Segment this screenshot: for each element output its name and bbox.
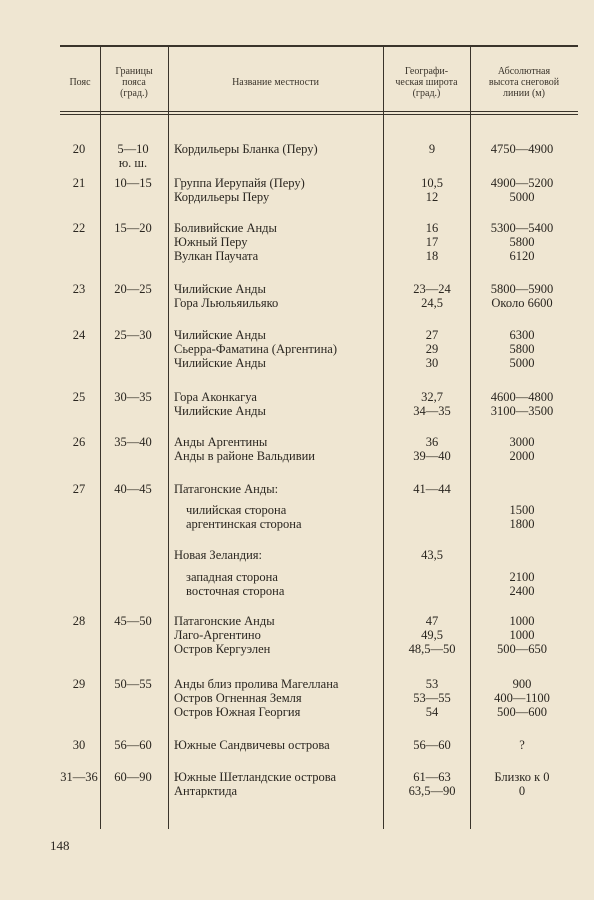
locality-name: Остров Кергуэлен bbox=[174, 642, 271, 656]
snowline-cell: 500—600 bbox=[497, 705, 547, 719]
snowline-cell: 3100—3500 bbox=[490, 404, 554, 418]
snowline-cell: 900 bbox=[512, 677, 532, 691]
snowline-cell: 1000 bbox=[509, 628, 535, 642]
latitude-cell: 18 bbox=[425, 249, 439, 263]
latitude-cell: 43,5 bbox=[421, 548, 443, 562]
locality-name: восточная сторона bbox=[186, 584, 285, 598]
locality-name: Антарктида bbox=[174, 784, 238, 798]
snowline-cell: Близко к 0 bbox=[494, 770, 550, 784]
locality-name: Чилийские Анды bbox=[174, 356, 266, 370]
locality-name: Анды близ пролива Магеллана bbox=[174, 677, 339, 691]
latitude-cell: 47 bbox=[425, 614, 439, 628]
snowline-cell: 5800 bbox=[509, 342, 535, 356]
snowline-cell: 2000 bbox=[509, 449, 535, 463]
latitude-cell: 41—44 bbox=[413, 482, 451, 496]
snowline-cell: 6120 bbox=[509, 249, 535, 263]
latitude-cell: 53—55 bbox=[413, 691, 451, 705]
belt-cell: 27 bbox=[72, 482, 86, 496]
belt-cell: 26 bbox=[72, 435, 86, 449]
bounds-cell: 5—10 ю. ш. bbox=[117, 142, 149, 170]
latitude-cell: 49,5 bbox=[421, 628, 443, 642]
locality-name: Остров Южная Георгия bbox=[174, 705, 301, 719]
bounds-cell: 56—60 bbox=[114, 738, 152, 752]
snowline-cell: 3000 bbox=[509, 435, 535, 449]
belt-cell: 20 bbox=[72, 142, 86, 156]
locality-name: Лаго-Аргентино bbox=[174, 628, 261, 642]
snowline-cell: 2400 bbox=[509, 584, 535, 598]
locality-name: Южные Сандвичевы острова bbox=[174, 738, 330, 752]
locality-name: Кордильеры Перу bbox=[174, 190, 270, 204]
table-header-rule-2 bbox=[60, 114, 578, 115]
snowline-cell: 2100 bbox=[509, 570, 535, 584]
locality-name: Остров Огненная Земля bbox=[174, 691, 302, 705]
latitude-cell: 17 bbox=[425, 235, 439, 249]
column-divider bbox=[168, 45, 169, 829]
locality-name: Группа Иерупайя (Перу) bbox=[174, 176, 305, 190]
latitude-cell: 61—63 bbox=[413, 770, 451, 784]
snowline-cell: 6300 bbox=[509, 328, 535, 342]
latitude-cell: 53 bbox=[425, 677, 439, 691]
locality-name: западная сторона bbox=[186, 570, 278, 584]
latitude-cell: 54 bbox=[425, 705, 439, 719]
latitude-cell: 30 bbox=[425, 356, 439, 370]
locality-name: Анды Аргентины bbox=[174, 435, 268, 449]
header-snowline: Абсолютная высота снеговой линии (м) bbox=[488, 65, 560, 99]
snowline-cell: 400—1100 bbox=[494, 691, 550, 705]
belt-cell: 24 bbox=[72, 328, 86, 342]
locality-name: Боливийские Анды bbox=[174, 221, 277, 235]
header-belt: Пояс bbox=[69, 76, 91, 88]
bounds-cell: 20—25 bbox=[114, 282, 152, 296]
latitude-cell: 34—35 bbox=[413, 404, 451, 418]
snowline-cell: 4600—4800 bbox=[490, 390, 554, 404]
snowline-cell: ? bbox=[519, 738, 525, 752]
belt-cell: 25 bbox=[72, 390, 86, 404]
belt-cell: 30 bbox=[72, 738, 86, 752]
header-bounds: Границы пояса (град.) bbox=[115, 65, 153, 99]
bounds-cell: 45—50 bbox=[114, 614, 152, 628]
locality-name: Чилийские Анды bbox=[174, 328, 266, 342]
locality-name: Гора Аконкагуа bbox=[174, 390, 257, 404]
locality-name: Чилийские Анды bbox=[174, 404, 266, 418]
snowline-cell: 1800 bbox=[509, 517, 535, 531]
latitude-cell: 29 bbox=[425, 342, 439, 356]
belt-cell: 28 bbox=[72, 614, 86, 628]
belt-cell: 29 bbox=[72, 677, 86, 691]
locality-name: Новая Зеландия: bbox=[174, 548, 262, 562]
latitude-cell: 9 bbox=[428, 142, 436, 156]
bounds-cell: 15—20 bbox=[114, 221, 152, 235]
belt-cell: 22 bbox=[72, 221, 86, 235]
bounds-cell: 50—55 bbox=[114, 677, 152, 691]
bounds-cell: 40—45 bbox=[114, 482, 152, 496]
locality-name: Южные Шетландские острова bbox=[174, 770, 337, 784]
latitude-cell: 10,5 bbox=[421, 176, 443, 190]
bounds-cell: 25—30 bbox=[114, 328, 152, 342]
table-header-rule bbox=[60, 111, 578, 112]
header-latitude: Географи- ческая широта (град.) bbox=[395, 65, 458, 99]
locality-name: Кордильеры Бланка (Перу) bbox=[174, 142, 318, 156]
bounds-cell: 60—90 bbox=[114, 770, 152, 784]
locality-name: Патагонские Анды: bbox=[174, 482, 279, 496]
latitude-cell: 48,5—50 bbox=[408, 642, 456, 656]
latitude-cell: 36 bbox=[425, 435, 439, 449]
latitude-cell: 27 bbox=[425, 328, 439, 342]
snowline-cell: 4750—4900 bbox=[490, 142, 554, 156]
bounds-cell: 10—15 bbox=[114, 176, 152, 190]
belt-cell: 23 bbox=[72, 282, 86, 296]
table-top-rule bbox=[60, 45, 578, 47]
snowline-cell: 1500 bbox=[509, 503, 535, 517]
locality-name: Южный Перу bbox=[174, 235, 248, 249]
locality-name: Сьерра-Фаматина (Аргентина) bbox=[174, 342, 337, 356]
snowline-cell: 5000 bbox=[509, 356, 535, 370]
snowline-cell: 1000 bbox=[509, 614, 535, 628]
latitude-cell: 23—24 bbox=[413, 282, 451, 296]
locality-name: чилийская сторона bbox=[186, 503, 287, 517]
column-divider bbox=[383, 45, 384, 829]
snowline-cell: 5800—5900 bbox=[490, 282, 554, 296]
locality-name: Вулкан Паучата bbox=[174, 249, 259, 263]
locality-name: Гора Льюльяильяко bbox=[174, 296, 279, 310]
latitude-cell: 63,5—90 bbox=[408, 784, 456, 798]
snowline-cell: 500—650 bbox=[497, 642, 547, 656]
locality-name: Чилийские Анды bbox=[174, 282, 266, 296]
bounds-cell: 30—35 bbox=[114, 390, 152, 404]
belt-cell: 31—36 bbox=[60, 770, 98, 784]
page-number: 148 bbox=[50, 838, 70, 853]
header-name: Название местности bbox=[232, 76, 319, 88]
snowline-cell: Около 6600 bbox=[491, 296, 553, 310]
snowline-cell: 5300—5400 bbox=[490, 221, 554, 235]
locality-name: аргентинская сторона bbox=[186, 517, 302, 531]
snowline-cell: 0 bbox=[518, 784, 526, 798]
snowline-cell: 5000 bbox=[509, 190, 535, 204]
latitude-cell: 39—40 bbox=[413, 449, 451, 463]
latitude-cell: 56—60 bbox=[413, 738, 451, 752]
latitude-cell: 16 bbox=[425, 221, 439, 235]
latitude-cell: 32,7 bbox=[421, 390, 443, 404]
snowline-cell: 4900—5200 bbox=[490, 176, 554, 190]
latitude-cell: 12 bbox=[425, 190, 439, 204]
locality-name: Анды в районе Вальдивии bbox=[174, 449, 315, 463]
snowline-cell: 5800 bbox=[509, 235, 535, 249]
bounds-cell: 35—40 bbox=[114, 435, 152, 449]
latitude-cell: 24,5 bbox=[421, 296, 443, 310]
belt-cell: 21 bbox=[72, 176, 86, 190]
locality-name: Патагонские Анды bbox=[174, 614, 275, 628]
